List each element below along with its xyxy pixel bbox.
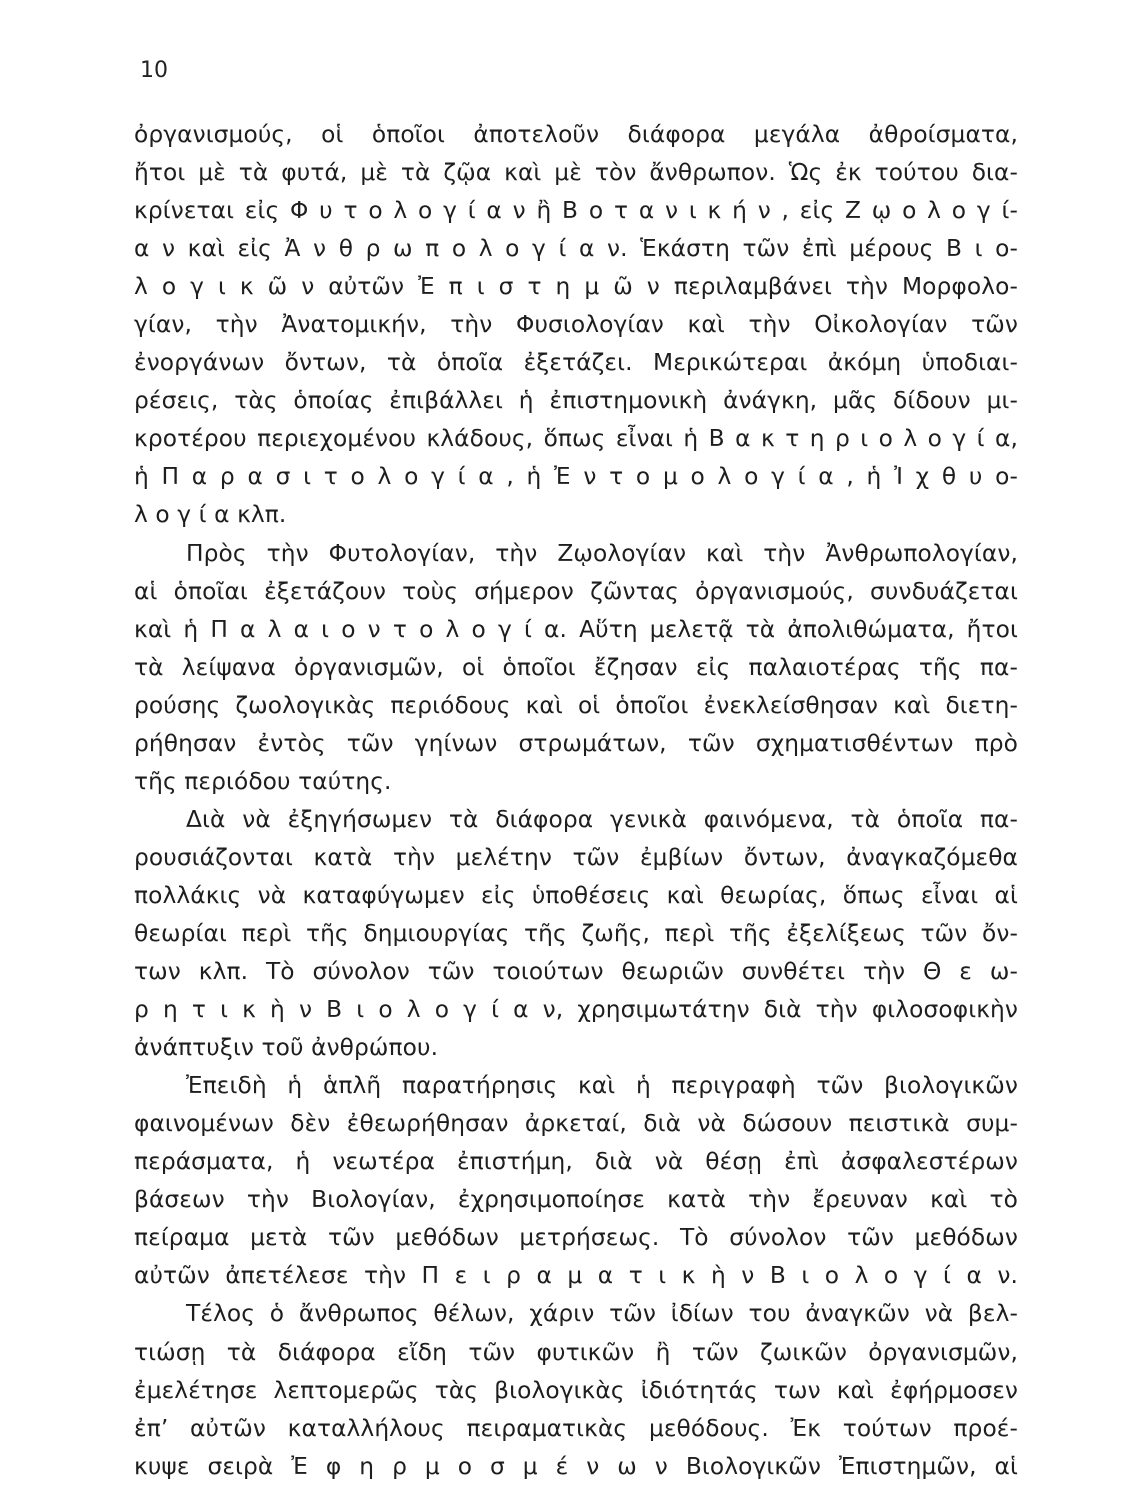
text-line: ἤτοι μὲ τὰ φυτά, μὲ τὰ ζῷα καὶ μὲ τὸν ἄνθρωπον. Ὡς ἐκ τούτου δια- (134, 159, 1018, 187)
text-line: πείραμα μετὰ τῶν μεθόδων μετρήσεως. Τὸ σύνολον τῶν μεθόδων (134, 1224, 1018, 1252)
text-line: ρέσεις, τὰς ὁποίας ἐπιβάλλει ἡ ἐπιστημονικὴ ἀνάγκη, μᾶς δίδουν μι- (134, 387, 1018, 415)
text-line: κρίνεται εἰς Φ υ τ ο λ ο γ ί α ν ἢ Β ο τ α ν ι κ ή ν , εἰς Ζ ῳ ο λ ο γ ί- (134, 197, 1018, 225)
text-line: Διὰ νὰ ἐξηγήσωμεν τὰ διάφορα γενικὰ φαινόμενα, τὰ ὁποῖα πα- (186, 805, 1018, 833)
text-line: κροτέρου περιεχομένου κλάδους, ὅπως εἶναι ἡ Β α κ τ η ρ ι ο λ ο γ ί α, (134, 425, 1018, 453)
text-line: κυψε σειρὰ Ἐ φ η ρ μ ο σ μ έ ν ω ν Βιολογικῶν Ἐπιστημῶν, αἱ (134, 1452, 1018, 1480)
text-line: ἀνάπτυξιν τοῦ ἀνθρώπου. (134, 1034, 439, 1062)
text-line: λ ο γ ί α κλπ. (134, 501, 287, 529)
text-line: ρούσης ζωολογικὰς περιόδους καὶ οἱ ὁποῖοι ἐνεκλείσθησαν καὶ διετη- (134, 691, 1018, 719)
text-line: βάσεων τὴν Βιολογίαν, ἐχρησιμοποίησε κατὰ τὴν ἔρευναν καὶ τὸ (134, 1186, 1018, 1214)
text-line: ρουσιάζονται κατὰ τὴν μελέτην τῶν ἐμβίων ὄντων, ἀναγκαζόμεθα (134, 843, 1018, 871)
text-line: πολλάκις νὰ καταφύγωμεν εἰς ὑποθέσεις καὶ θεωρίας, ὅπως εἶναι αἱ (134, 881, 1018, 909)
text-line: ἐνοργάνων ὄντων, τὰ ὁποῖα ἐξετάζει. Μερικώτεραι ἀκόμη ὑποδιαι- (134, 349, 1018, 377)
text-line: ἡ Π α ρ α σ ι τ ο λ ο γ ί α , ἡ Ἐ ν τ ο μ ο λ ο γ ί α , ἡ Ἰ χ θ υ ο- (134, 463, 1018, 491)
text-line: ρήθησαν ἐντὸς τῶν γηίνων στρωμάτων, τῶν σχηματισθέντων πρὸ (134, 729, 1018, 757)
text-line: τιώσῃ τὰ διάφορα εἴδη τῶν φυτικῶν ἢ τῶν ζωικῶν ὀργανισμῶν, (134, 1338, 1018, 1366)
text-line: αὐτῶν ἀπετέλεσε τὴν Π ε ι ρ α μ α τ ι κ ὴ ν Β ι ο λ ο γ ί α ν. (134, 1262, 1018, 1290)
text-line: Ἐπειδὴ ἡ ἁπλῆ παρατήρησις καὶ ἡ περιγραφὴ τῶν βιολογικῶν (186, 1072, 1018, 1100)
text-line: ρ η τ ι κ ὴ ν Β ι ο λ ο γ ί α ν, χρησιμωτάτην διὰ τὴν φιλοσοφικὴν (134, 996, 1018, 1024)
text-line: περάσματα, ἡ νεωτέρα ἐπιστήμη, διὰ νὰ θέσῃ ἐπὶ ἀσφαλεστέρων (134, 1148, 1018, 1176)
page-number: 10 (140, 58, 168, 83)
text-line: ἐπ’ αὐτῶν καταλλήλους πειραματικὰς μεθόδους. Ἐκ τούτων προέ- (134, 1414, 1018, 1442)
text-line: λ ο γ ι κ ῶ ν αὐτῶν Ἐ π ι σ τ η μ ῶ ν περιλαμβάνει τὴν Μορφολο- (134, 273, 1018, 301)
text-line: ἐμελέτησε λεπτομερῶς τὰς βιολογικὰς ἰδιότητάς των καὶ ἐφήρμοσεν (134, 1376, 1018, 1404)
text-line: αἱ ὁποῖαι ἐξετάζουν τοὺς σήμερον ζῶντας ὀργανισμούς, συνδυάζεται (134, 577, 1018, 605)
text-line: Πρὸς τὴν Φυτολογίαν, τὴν Ζῳολογίαν καὶ τὴν Ἀνθρωπολογίαν, (186, 539, 1018, 567)
text-line: Τέλος ὁ ἄνθρωπος θέλων, χάριν τῶν ἰδίων του ἀναγκῶν νὰ βελ- (186, 1300, 1018, 1328)
text-line: τὰ λείψανα ὀργανισμῶν, οἱ ὁποῖοι ἔζησαν εἰς παλαιοτέρας τῆς πα- (134, 653, 1018, 681)
text-line: γίαν, τὴν Ἀνατομικήν, τὴν Φυσιολογίαν καὶ τὴν Οἰκολογίαν τῶν (134, 311, 1018, 339)
text-line: τῆς περιόδου ταύτης. (134, 767, 392, 795)
text-line: καὶ ἡ Π α λ α ι ο ν τ ο λ ο γ ί α. Αὕτη μελετᾷ τὰ ἀπολιθώματα, ἤτοι (134, 615, 1018, 643)
text-line: θεωρίαι περὶ τῆς δημιουργίας τῆς ζωῆς, περὶ τῆς ἐξελίξεως τῶν ὄν- (134, 919, 1018, 947)
body-text (134, 116, 1018, 1486)
text-line: ὀργανισμούς, οἱ ὁποῖοι ἀποτελοῦν διάφορα μεγάλα ἀθροίσματα, (134, 121, 1018, 148)
text-line: α ν καὶ εἰς Ἀ ν θ ρ ω π ο λ ο γ ί α ν. Ἑκάστη τῶν ἐπὶ μέρους Β ι ο- (134, 235, 1018, 263)
text-line: φαινομένων δὲν ἐθεωρήθησαν ἀρκεταί, διὰ νὰ δώσουν πειστικὰ συμ- (134, 1110, 1018, 1138)
text-line: των κλπ. Τὸ σύνολον τῶν τοιούτων θεωριῶν συνθέτει τὴν Θ ε ω- (134, 958, 1018, 986)
